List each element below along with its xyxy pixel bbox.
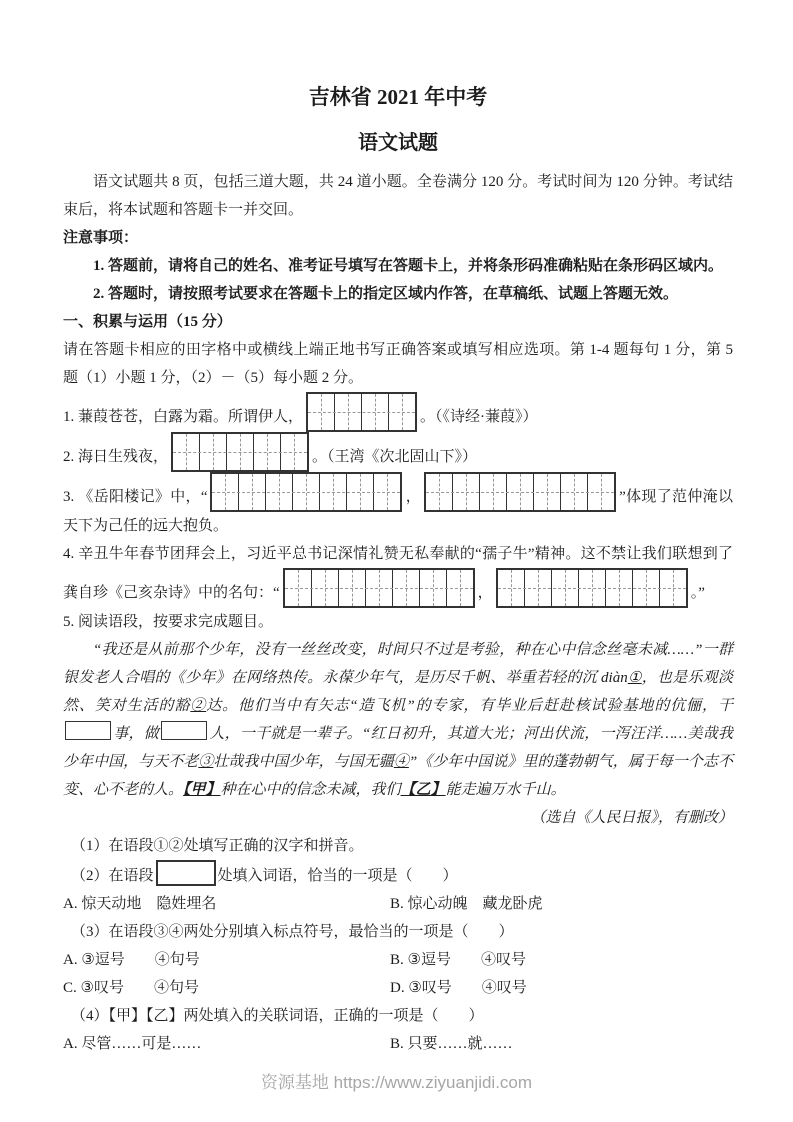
passage-text: 种在心中的信念未减，我们 [220,782,401,798]
answer-grid-q3-1 [210,472,402,512]
note-item-1: 1. 答题前，请将自己的姓名、准考证号填写在答题卡上，并将条形码准确粘贴在条形码区域内。 [93,258,724,274]
question-5-4: （4）【甲】【乙】两处填入的关联词语，正确的一项是（ ） [71,1008,484,1024]
question-5-3: （3）在语段③④两处分别填入标点符号，最恰当的一项是（ ） [71,924,514,940]
answer-grid-q4-2 [496,568,688,608]
option-b: B. 只要……就…… [390,1036,513,1052]
inline-blank-box-2 [161,721,207,740]
passage-text: “我还是从前那个少年，没有一丝丝改变，时间只不过是考验，种在心中信念丝毫未减……”一群银发老人合唱的《少年》在网络热传。永葆少年气，是历尽千帆、举重若轻的沉 diàn [63,642,733,686]
question-5-3-options-row-1 [63,946,733,974]
question-3-text-mid: ， [405,489,422,505]
passage-text: ”《少年中国说》里的蓬勃朝气，属于每一个志不变、心不老的人。 [63,754,733,798]
passage-text: 达。他们当中有矢志“造飞机”的专家，有毕业后赶赴核试验基地的伉俪，干 [206,698,733,714]
exam-subtitle: 语文试题 [358,132,438,154]
question-4-text-mid: ， [477,585,493,601]
inline-blank-box-1 [65,721,111,740]
answer-grid-q2 [171,432,309,472]
question-5-1: （1）在语段①②处填写正确的汉字和拼音。 [71,838,364,854]
question-3-text-pre: 3. 《岳阳楼记》中，“ [63,489,208,505]
option-a: A. ③逗号 ④句号 [63,952,200,968]
option-c: C. ③叹号 ④句号 [63,980,199,996]
question-2-text-post: 。（王湾《次北固山下》） [312,449,478,465]
marker-yi: 【乙】 [400,782,446,798]
question-5-2-text-pre: （2）在语段 [71,868,154,884]
question-3 [63,472,733,540]
passage-text: 能走遍万水千山。 [445,782,566,798]
circled-ref-4: ④ [393,754,409,770]
question-2-text-pre: 2. 海日生残夜， [63,449,169,465]
passage-text: ，也是乐观淡然、笑对生活的豁 [63,670,733,714]
question-5-2-text-post: 处填入词语，恰当的一项是（ ） [217,868,458,884]
question-5-3-options-row-2 [63,974,733,1002]
passage-text: 事，做 [113,726,160,742]
question-3-text-post: ”体现了范仲淹以天下为己任的远大抱负。 [63,489,733,534]
exam-title: 吉林省 2021 年中考 [308,85,488,109]
option-a: A. 尽管……可是…… [63,1036,202,1052]
option-a: A. 惊天动地 隐姓埋名 [63,896,217,912]
question-5-2-options [63,890,733,918]
question-4-text-post: 。” [690,585,705,601]
reading-passage [63,636,733,804]
notes-heading: 注意事项： [63,230,139,246]
passage-text: 壮哉我中国少年，与国无疆 [213,754,394,770]
option-d: D. ③叹号 ④叹号 [390,980,527,996]
footer [0,1068,793,1093]
question-4-text-pre: 4. 辛丑牛年春节团拜会上，习近平总书记深情礼赞无私奉献的“孺子牛”精神。这不禁让我们联想到了龚自珍《己亥杂诗》中的名句：“ [63,546,733,601]
passage-source: （选自《人民日报》，有删改） [530,810,733,826]
passage-text: 人，一干就是一辈子。“红日初升，其道大光；河出伏流，一泻汪洋……美哉我少年中国，与天不老 [63,726,733,770]
answer-grid-q4-1 [283,568,475,608]
intro-paragraph: 语文试题共 8 页，包括三道大题，共 24 道小题。全卷满分 120 分。考试时间为 120 分钟。考试结束后，将本试题和答题卡一并交回。 [63,174,733,218]
question-1 [63,392,733,432]
question-4 [63,540,733,608]
section-1-heading: 一、积累与运用（15 分） [63,314,232,330]
circled-ref-2: ② [190,698,207,714]
question-1-text-pre: 1. 蒹葭苍苍，白露为霜。所谓伊人， [63,409,304,425]
question-5-2 [63,860,733,890]
answer-grid-q3-2 [424,472,616,512]
note-item-2: 2. 答题时，请按照考试要求在答题卡上的指定区域内作答，在草稿纸、试题上答题无效。 [93,286,679,302]
marker-jia: 【甲】 [183,782,221,798]
question-5-stem: 5. 阅读语段，按要求完成题目。 [63,614,274,630]
answer-grid-q1 [306,392,417,432]
answer-blank-box [156,860,216,886]
question-5-4-options [63,1030,733,1058]
circled-ref-3: ③ [198,754,214,770]
footer-watermark-link[interactable]: 资源基地 https://www.ziyuanjidi.com [260,1073,533,1092]
question-2 [63,432,733,472]
circled-ref-1: ① [627,670,642,686]
option-b: B. 惊心动魄 藏龙卧虎 [390,896,543,912]
option-b: B. ③逗号 ④叹号 [390,952,526,968]
section-1-instruction: 请在答题卡相应的田字格中或横线上端正地书写正确答案或填写相应选项。第 1-4 题每句 1 分，第 5 题（1）小题 1 分，（2）－（5）每小题 2 分。 [63,342,733,386]
question-1-text-post: 。（《诗经·蒹葭》） [420,409,538,425]
